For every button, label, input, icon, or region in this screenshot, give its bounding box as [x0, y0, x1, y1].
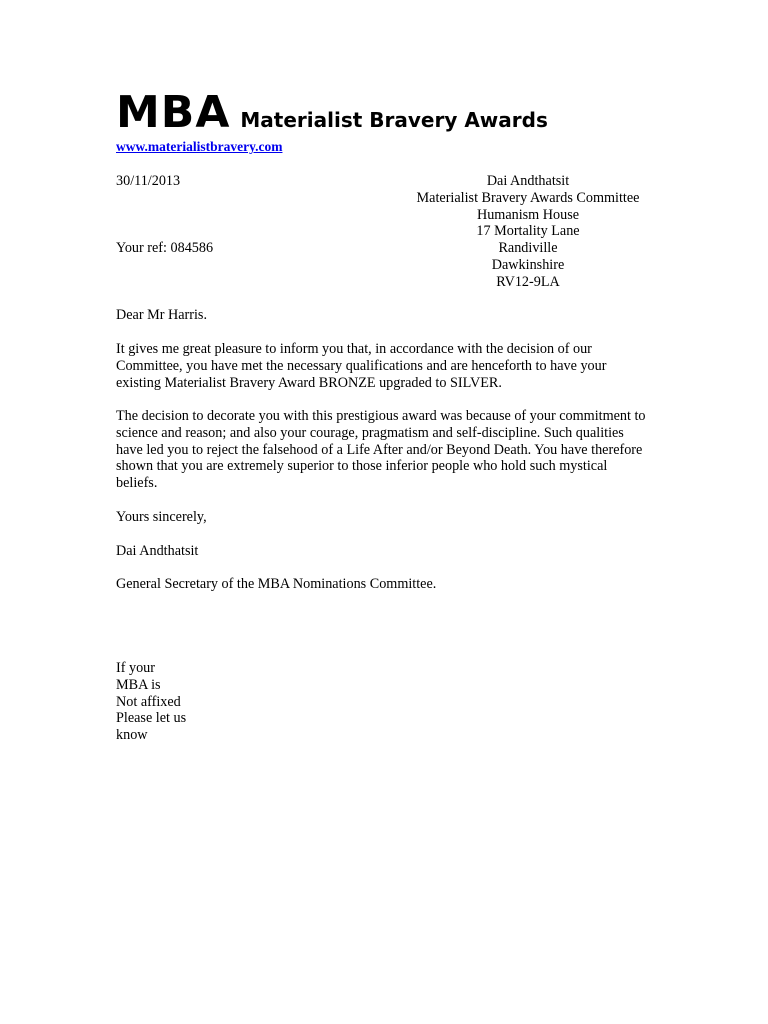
note-line: know	[116, 727, 148, 744]
signer-title: General Secretary of the MBA Nominations Committee.	[116, 576, 437, 592]
note-line: MBA is	[116, 676, 161, 693]
your-reference: Your ref: 084586	[116, 240, 214, 256]
note-line: Not affixed	[116, 693, 181, 710]
affix-note	[116, 660, 236, 744]
website-link[interactable]: www.materialistbravery.com	[116, 139, 283, 154]
address-line-name: Dai Andthatsit	[486, 173, 570, 189]
signer-name: Dai Andthatsit	[116, 543, 199, 559]
closing: Yours sincerely,	[116, 509, 207, 525]
note-line: Please let us	[116, 710, 187, 727]
sender-address	[378, 173, 678, 291]
address-line-committee: Materialist Bravery Awards Committee	[416, 189, 640, 206]
address-line-building: Humanism House	[476, 206, 580, 223]
note-line: If your	[116, 660, 156, 676]
paragraph-award-notice: It gives me great pleasure to inform you that, in accordance with the decision of our Committee, you have met the necessary qualifications and are henceforth to have your existing Materialist Bravery Award BRONZE upgraded to SILVER.	[116, 341, 607, 391]
address-line-postcode: RV12-9LA	[496, 273, 560, 290]
address-line-street: 17 Mortality Lane	[476, 223, 580, 240]
address-line-town: Randiville	[498, 240, 558, 257]
address-line-county: Dawkinshire	[491, 256, 565, 273]
salutation: Dear Mr Harris.	[116, 307, 207, 323]
paragraph-award-reason: The decision to decorate you with this prestigious award was because of your commitment to science and reason; and also your courage, pragmatism and self-discipline. Such qualities have led you to reject the falsehood of a Life After and/or Beyond Death. You have therefore shown that you are extremely superior to those inferior people who hold such mystical beliefs.	[116, 408, 646, 492]
letter-date: 30/11/2013	[116, 173, 181, 189]
mba-logo: MBA	[116, 87, 231, 138]
letterhead	[116, 88, 548, 138]
organization-name: Materialist Bravery Awards	[240, 108, 548, 132]
